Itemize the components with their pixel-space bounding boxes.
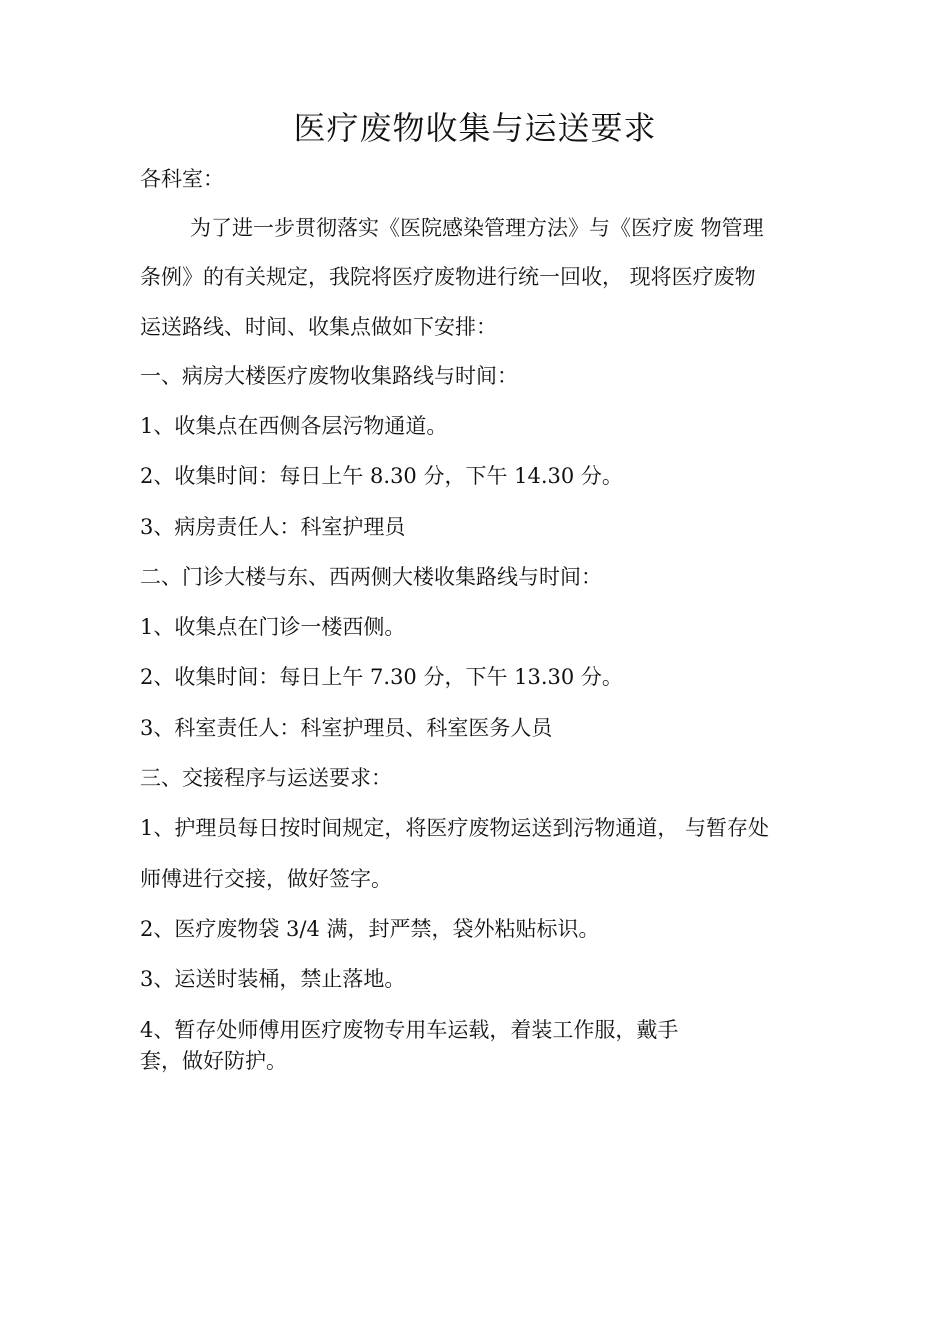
- section-3-item-1-line-2: 师傅进行交接，做好签字。: [140, 867, 392, 891]
- section-2-item-1: 1、收集点在门诊一楼西侧。: [140, 615, 406, 639]
- section-2-item-2: 2、收集时间：每日上午 7.30 分，下午 13.30 分。: [140, 665, 623, 689]
- intro-line-1: 为了进一步贯彻落实《医院感染管理方法》与《医疗废 物管理: [190, 216, 764, 240]
- section-3-heading: 三、交接程序与运送要求：: [140, 766, 392, 790]
- section-1-heading: 一、病房大楼医疗废物收集路线与时间：: [140, 364, 518, 388]
- section-1-item-3: 3、病房责任人：科室护理员: [140, 515, 406, 539]
- section-3-item-2: 2、医疗废物袋 3/4 满，封严禁，袋外粘贴标识。: [140, 917, 600, 941]
- document-title: 医疗废物收集与运送要求: [293, 109, 657, 147]
- section-2-item-3: 3、科室责任人：科室护理员、科室医务人员: [140, 716, 553, 740]
- salutation: 各科室：: [140, 167, 224, 191]
- section-1-item-1: 1、收集点在西侧各层污物通道。: [140, 414, 448, 438]
- section-3-item-4-line-2: 套，做好防护。: [140, 1049, 287, 1073]
- section-2-heading: 二、门诊大楼与东、西两侧大楼收集路线与时间：: [140, 565, 602, 589]
- intro-line-3: 运送路线、时间、收集点做如下安排：: [140, 315, 497, 339]
- section-3-item-1-line-1: 1、护理员每日按时间规定，将医疗废物运送到污物通道， 与暂存处: [140, 816, 770, 840]
- section-3-item-3: 3、运送时装桶，禁止落地。: [140, 967, 406, 991]
- section-3-item-4-line-1: 4、暂存处师傅用医疗废物专用车运载，着装工作服，戴手: [140, 1018, 679, 1042]
- intro-line-2: 条例》的有关规定，我院将医疗废物进行统一回收， 现将医疗废物: [140, 265, 756, 289]
- section-1-item-2: 2、收集时间：每日上午 8.30 分，下午 14.30 分。: [140, 464, 623, 488]
